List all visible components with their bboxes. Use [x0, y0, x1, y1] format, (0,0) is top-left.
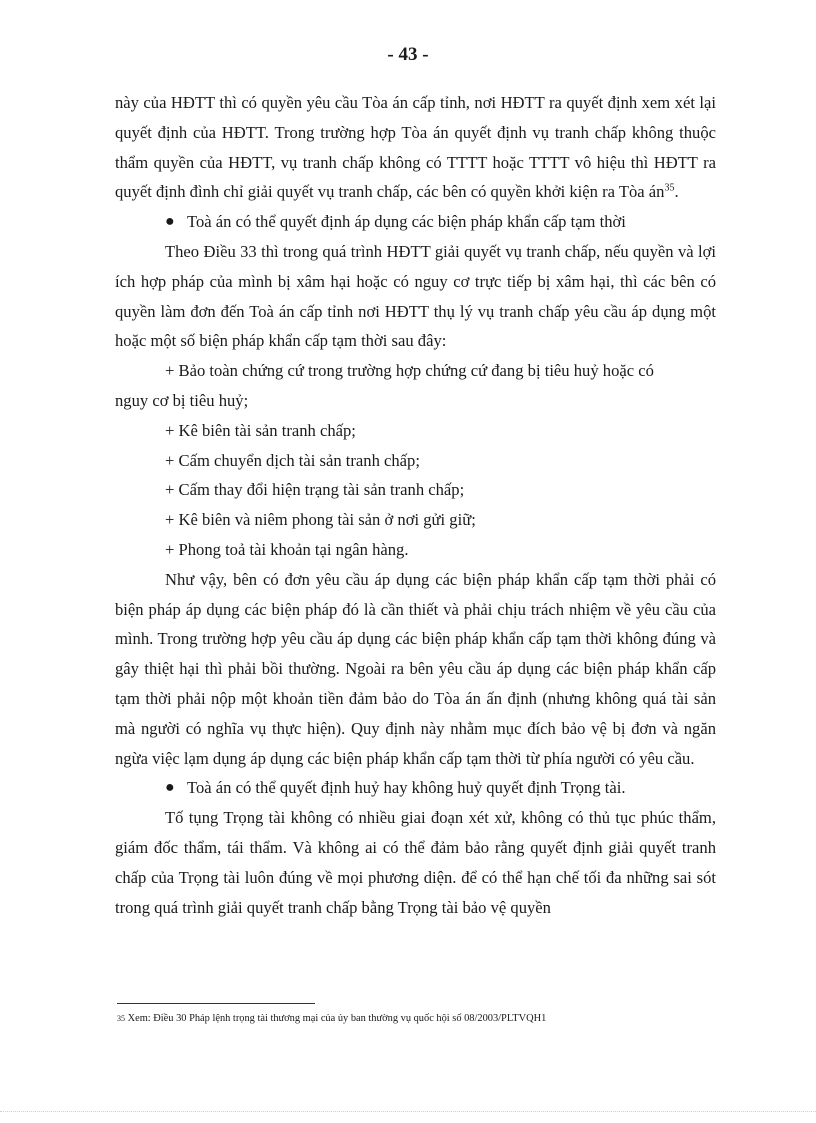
- bullet-icon: ●: [165, 779, 175, 797]
- list-item: + Cấm thay đổi hiện trạng tài sản tranh chấp;: [165, 480, 465, 500]
- page-edge-divider: [0, 1111, 816, 1112]
- footnote: [117, 1012, 757, 1026]
- paragraph: Theo Điều 33 thì trong quá trình HĐTT giải quyết vụ tranh chấp, nếu quyền và lợi ích hợp pháp của mình bị xâm hại hoặc có nguy cơ trực tiếp bị xâm hại, thì các bên có quyền làm đơn đến Toà án cấp tỉnh nơi HĐTT thụ lý vụ tranh chấp yêu cầu áp dụng một hoặc một số biện pháp khẩn cấp tạm thời sau đây:: [115, 241, 716, 351]
- footnote-divider: [117, 1003, 315, 1004]
- bullet-item: [115, 773, 716, 803]
- list-item: + Cấm chuyển dịch tài sản tranh chấp;: [165, 450, 420, 470]
- bullet-text: Toà án có thể quyết định huỷ hay không huỷ quyết định Trọng tài.: [187, 778, 626, 798]
- list-item: + Kê biên tài sản tranh chấp;: [165, 420, 356, 440]
- bullet-text: Toà án có thể quyết định áp dụng các biện pháp khẩn cấp tạm thời: [187, 212, 626, 232]
- paragraph: [115, 88, 716, 207]
- list-item: + Phong toả tài khoản tại ngân hàng.: [165, 539, 409, 559]
- list-item: + Kê biên và niêm phong tài sản ở nơi gửi giữ;: [165, 510, 476, 530]
- bullet-icon: ●: [165, 213, 175, 231]
- paragraph-end: .: [674, 182, 679, 202]
- footnote-text: Xem: Điều 30 Pháp lệnh trọng tài thương mại của ủy ban thường vụ quốc hội số 08/2003/PLTVQH1: [125, 1013, 547, 1024]
- list-item-continuation: nguy cơ bị tiêu huỷ;: [115, 390, 249, 410]
- document-body: [115, 88, 716, 922]
- list-item: + Bảo toàn chứng cứ trong trường hợp chứng cứ đang bị tiêu huỷ hoặc có: [165, 361, 654, 381]
- page-number: - 43 -: [387, 44, 429, 65]
- paragraph-text: này của HĐTT thì có quyền yêu cầu Tòa án cấp tỉnh, nơi HĐTT ra quyết định xem xét lại quyết định của HĐTT. Trong trường hợp Tòa án quyết định vụ tranh chấp không thuộc thẩm quyền của HĐTT, vụ tranh chấp không có TTTT hoặc TTTT vô hiệu thì HĐTT ra quyết định đình chỉ giải quyết vụ tranh chấp, các bên có quyền khởi kiện ra Tòa án: [115, 93, 716, 202]
- paragraph: Tố tụng Trọng tài không có nhiều giai đoạn xét xử, không có thủ tục phúc thẩm, giám đốc thẩm, tái thẩm. Và không ai có thể đảm bảo rằng quyết định giải quyết tranh chấp của Trọng tài luôn đúng về mọi phương diện. để có thể hạn chế tối đa những sai sót trong quá trình giải quyết tranh chấp bằng Trọng tài bảo vệ quyền: [115, 808, 716, 917]
- bullet-item: [115, 207, 716, 237]
- footnote-reference[interactable]: 35: [664, 182, 675, 194]
- footnote-number: 35: [117, 1014, 125, 1023]
- paragraph: Như vậy, bên có đơn yêu cầu áp dụng các biện pháp khẩn cấp tạm thời phải có biện pháp áp dụng các biện pháp đó là cần thiết và phải chịu trách nhiệm về yêu cầu của mình. Trong trường hợp yêu cầu áp dụng các biện pháp khẩn cấp tạm thời không đúng và gây thiệt hại thì phải bồi thường. Ngoài ra bên yêu cầu áp dụng các biện pháp khẩn cấp tạm thời phải nộp một khoản tiền đảm bảo do Tòa án ấn định (nhưng không quá tài sản mà người có nghĩa vụ thực hiện). Quy định này nhằm mục đích bảo vệ bị đơn và ngăn ngừa việc lạm dụng áp dụng các biện pháp khẩn cấp tạm thời từ phía người có yêu cầu.: [115, 569, 716, 768]
